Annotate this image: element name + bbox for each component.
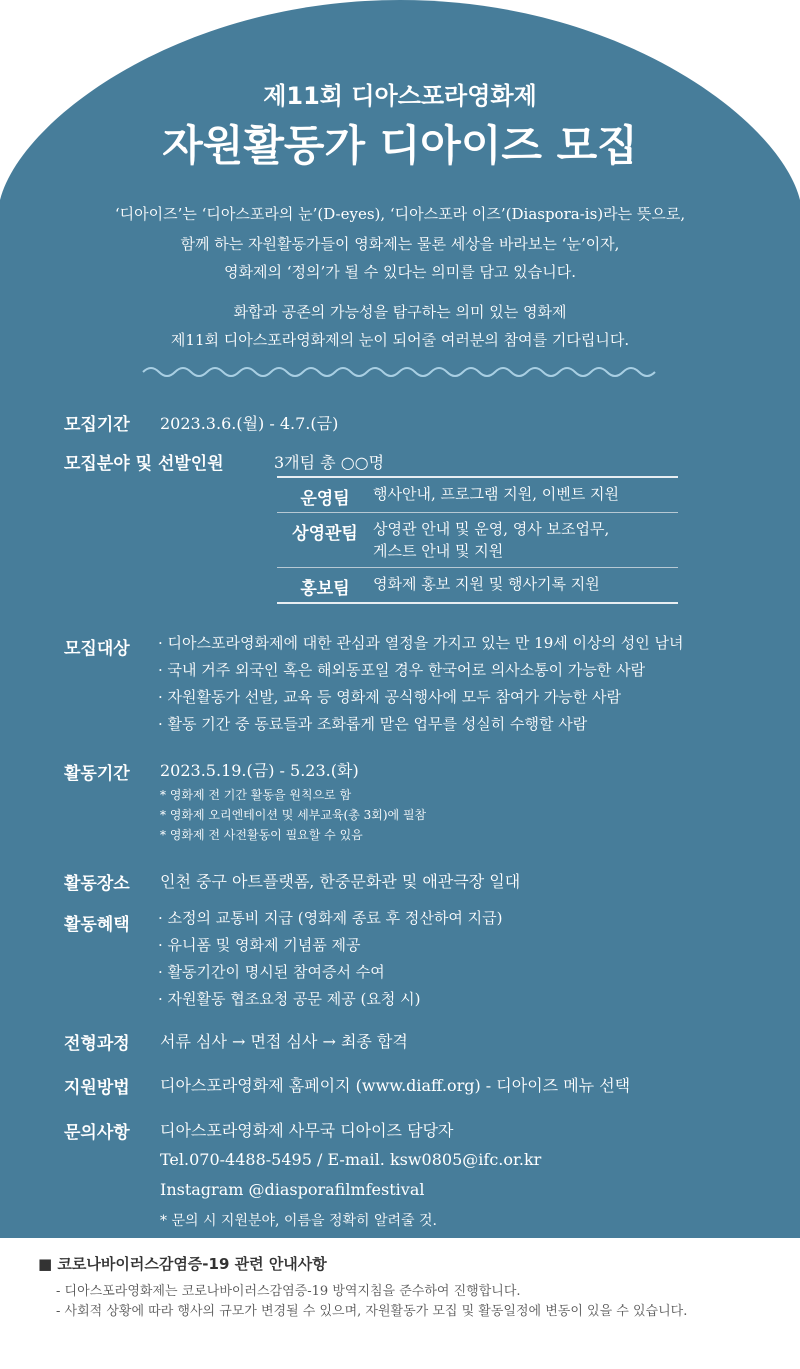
team-row [277, 513, 678, 568]
process-value: 서류 심사 → 면접 심사 → 최종 합격 [160, 1032, 408, 1051]
place-value: 인천 중구 아트플랫폼, 한중문화관 및 애관극장 일대 [160, 872, 521, 891]
intro-line-4: 화합과 공존의 가능성을 탐구하는 의미 있는 영화제 [233, 303, 567, 321]
festival-name: 제11회 디아스포라영화제 [263, 82, 537, 110]
list-item: · 디아스포라영화제에 대한 관심과 열정을 가지고 있는 만 19세 이상의 성인 남녀 [158, 634, 684, 652]
contact-phone-email: Tel.070-4488-5495 / E-mail. ksw0805@ifc.or.kr [160, 1150, 542, 1169]
covid-notice-title: ■ 코로나바이러스감염증-19 관련 안내사항 [38, 1255, 327, 1273]
list-item: · 소정의 교통비 지급 (영화제 종료 후 정산하여 지급) [158, 909, 503, 927]
team-desc: 행사안내, 프로그램 지원, 이벤트 지원 [373, 485, 619, 503]
team-desc: 영화제 홍보 지원 및 행사기록 지원 [373, 575, 600, 593]
contact-note: * 문의 시 지원분야, 이름을 정확히 알려줄 것. [160, 1213, 437, 1229]
recruit-period-label: 모집기간 [64, 415, 130, 435]
intro-line-2: 함께 하는 자원활동가들이 영화제는 물론 세상을 바라보는 ‘눈’이자, [180, 235, 620, 253]
fields-label: 모집분야 및 선발인원 [64, 454, 224, 474]
list-item: · 자원활동가 선발, 교육 등 영화제 공식행사에 모두 참여가 가능한 사람 [158, 688, 621, 706]
list-item: · 유니폼 및 영화제 기념품 제공 [158, 936, 361, 954]
intro-line-3: 영화제의 ‘정의’가 될 수 있다는 의미를 담고 있습니다. [224, 263, 576, 281]
list-item: · 국내 거주 외국인 혹은 해외동포일 경우 한국어로 의사소통이 가능한 사람 [158, 661, 646, 679]
team-name: 상영관팀 [292, 524, 358, 544]
team-row [277, 568, 678, 602]
team-table [277, 476, 678, 604]
fields-value: 3개팀 총 ○○명 [274, 453, 385, 472]
team-name: 운영팀 [300, 489, 350, 509]
team-desc: 상영관 안내 및 운영, 영사 보조업무, 게스트 안내 및 지원 [373, 520, 610, 560]
benefits-label: 활동혜택 [64, 915, 130, 935]
apply-value: 디아스포라영화제 홈페이지 (www.diaff.org) - 디아이즈 메뉴 선택 [160, 1076, 631, 1095]
contact-office: 디아스포라영화제 사무국 디아이즈 담당자 [160, 1121, 454, 1140]
intro-line-1: ‘디아이즈’는 ‘디아스포라의 눈’(D-eyes), ‘디아스포라 이즈’(Diaspora-is)라는 뜻으로, [114, 205, 686, 223]
benefits-list [158, 905, 502, 1013]
activity-period-label: 활동기간 [64, 764, 130, 784]
covid-notice-line-2: - 사회적 상황에 따라 행사의 규모가 변경될 수 있으며, 자원활동가 모집 및 활동일정에 변동이 있을 수 있습니다. [56, 1304, 688, 1319]
target-label: 모집대상 [64, 639, 130, 659]
team-row [277, 478, 678, 513]
apply-label: 지원방법 [64, 1078, 130, 1098]
recruit-period-value: 2023.3.6.(월) - 4.7.(금) [160, 414, 339, 433]
activity-note-3: * 영화제 전 사전활동이 필요할 수 있음 [160, 828, 363, 842]
target-list [158, 630, 684, 738]
list-item: · 활동 기간 중 동료들과 조화롭게 맡은 업무를 성실히 수행할 사람 [158, 715, 588, 733]
list-item: · 자원활동 협조요청 공문 제공 (요청 시) [158, 990, 421, 1008]
intro-line-5: 제11회 디아스포라영화제의 눈이 되어줄 여러분의 참여를 기다립니다. [170, 331, 630, 349]
covid-notice-line-1: - 디아스포라영화제는 코로나바이러스감염증-19 방역지침을 준수하여 진행합니다. [56, 1284, 521, 1299]
activity-note-1: * 영화제 전 기간 활동을 원칙으로 함 [160, 788, 352, 802]
team-name: 홍보팀 [300, 579, 350, 599]
contact-label: 문의사항 [64, 1123, 130, 1143]
contact-instagram: Instagram @diasporafilmfestival [160, 1180, 425, 1199]
process-label: 전형과정 [64, 1034, 130, 1054]
place-label: 활동장소 [64, 874, 130, 894]
page-title: 자원활동가 디아이즈 모집 [162, 121, 638, 170]
activity-period-value: 2023.5.19.(금) - 5.23.(화) [160, 761, 359, 780]
activity-note-2: * 영화제 오리엔테이션 및 세부교육(총 3회)에 필참 [160, 808, 427, 822]
list-item: · 활동기간이 명시된 참여증서 수여 [158, 963, 385, 981]
